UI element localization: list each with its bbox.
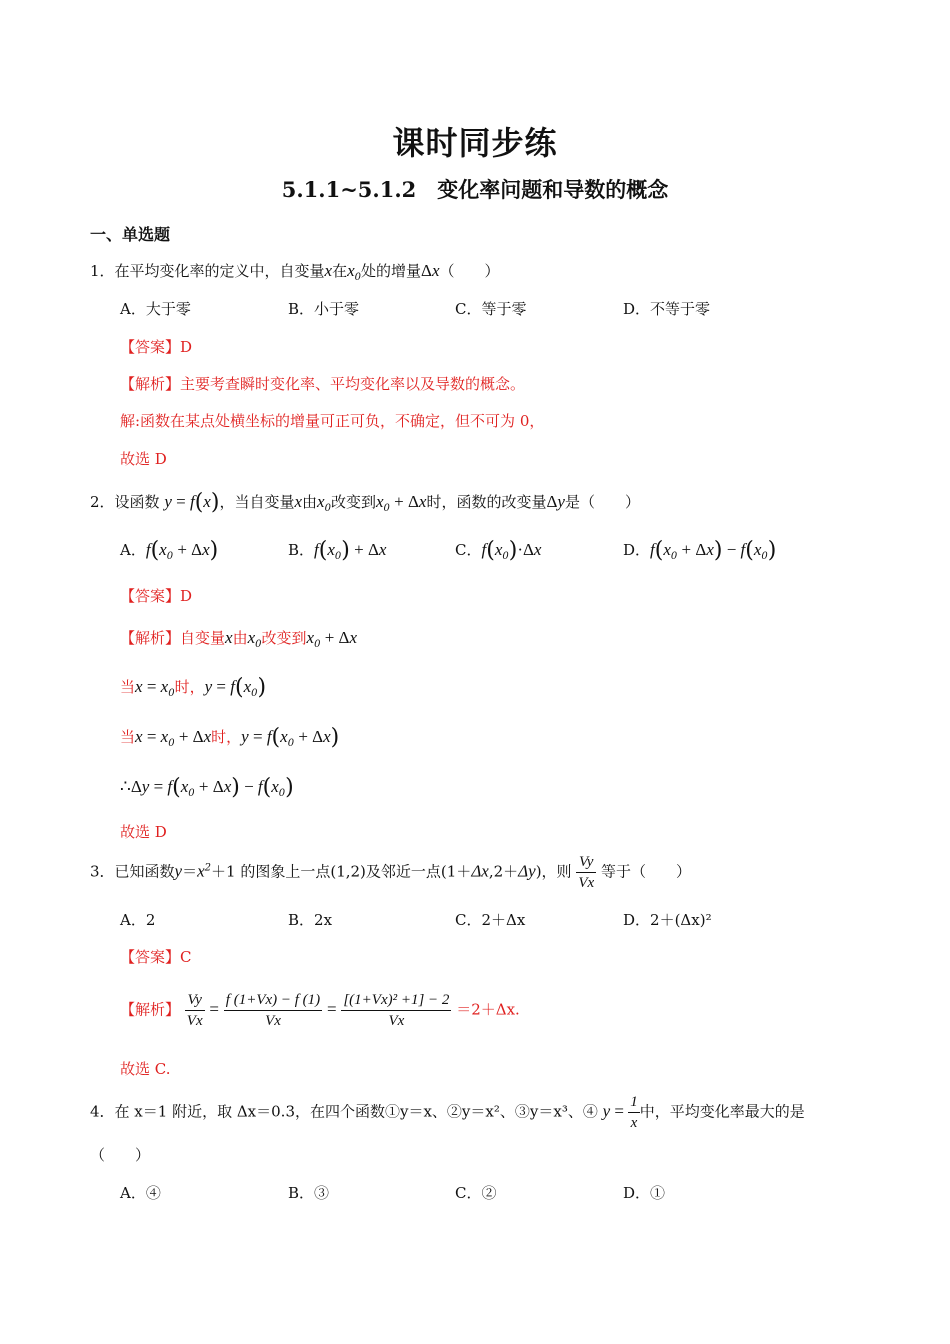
q2-analysis: 【解析】自变量x由$x_0$改变到$x_0 + \Delta x$ — [120, 628, 358, 650]
page-title: 课时同步练 — [392, 124, 558, 162]
question-2-stem: 2．设函数 y = f(x)，当自变量x由$x_0$改变到$x_0 + \Delta x$时，函数的改变量Δy是（ ） — [90, 490, 640, 515]
question-1-stem: 1．在平均变化率的定义中，自变量x在$x_0$处的增量Δx（ ） — [90, 261, 500, 283]
q2-option-a: A．$f(x_0 + \Delta x)$ — [120, 538, 219, 563]
q2-line-2: 当$x = x_0 + \Delta x$时，$y = f(x_0 + \Delta x)$ — [120, 725, 340, 750]
q4-option-d: D．① — [623, 1184, 666, 1202]
q3-conclusion: 故选 C. — [120, 1060, 171, 1078]
q2-option-c: C．$f(x_0)\cdot\Delta x$ — [455, 538, 542, 563]
q4-option-a: A．④ — [120, 1184, 161, 1202]
question-3-stem: 3．已知函数$y=x^2+1$ 的图象上一点(1,2)及邻近一点(1＋Δx,2＋Δy)，则 $\frac{Vy}{Vx}$ 等于（ ） — [90, 854, 691, 891]
question-4-stem-cont: （ ） — [90, 1146, 151, 1164]
q4-option-b: B．③ — [288, 1184, 330, 1202]
q1-analysis: 【解析】主要考查瞬时变化率、平均变化率以及导数的概念。 — [120, 375, 526, 393]
q2-option-b: B．$f(x_0) + \Delta x$ — [288, 538, 387, 563]
q3-option-b: B．2x — [288, 911, 333, 929]
q1-option-d: D．不等于零 — [623, 300, 711, 318]
section-heading: 一、单选题 — [90, 225, 171, 244]
q1-option-a: A．大于零 — [120, 300, 191, 318]
q1-answer: 【答案】D — [120, 338, 193, 356]
q1-solution: 解:函数在某点处横坐标的增量可正可负，不确定，但不可为 0， — [120, 412, 545, 430]
q1-option-b: B．小于零 — [288, 300, 360, 318]
q2-conclusion: 故选 D — [120, 823, 167, 841]
q3-answer: 【答案】C — [120, 948, 192, 966]
q1-option-c: C．等于零 — [455, 300, 527, 318]
page-subtitle: 5.1.1~5.1.2 变化率问题和导数的概念 — [281, 177, 669, 202]
q4-fraction: $\frac{1}{x}$ — [630, 1094, 638, 1131]
q3-option-c: C．2＋Δx — [455, 911, 526, 929]
q4-option-c: C．② — [455, 1184, 497, 1202]
q3-fraction: $\frac{Vy}{Vx}$ — [578, 854, 595, 891]
q1-conclusion: 故选 D — [120, 450, 167, 468]
q2-answer: 【答案】D — [120, 587, 193, 605]
q2-line-1: 当$x = x_0$时，$y = f(x_0)$ — [120, 675, 267, 700]
q2-option-d: D．$f(x_0 + \Delta x) - f(x_0)$ — [623, 538, 777, 563]
q3-option-a: A．2 — [120, 911, 156, 929]
question-4-stem: 4．在 x＝1 附近，取 Δx＝0.3，在四个函数①y＝x、②y＝x²、③y＝x³、④ y = $\frac{1}{x}$ 中，平均变化率最大的是 — [90, 1094, 805, 1131]
q2-line-3: ∴Δy = $f(x_0 + \Delta x) - f(x_0)$ — [120, 775, 294, 800]
q3-analysis: 【解析】 $\frac{Vy}{Vx}$ = $\frac{f (1+Vx) - f (1)}{Vx}$ = $\frac{\text{[(1+Vx)² +1] − 2}}{Vx}$ ＝2＋Δx. — [120, 992, 520, 1029]
q3-option-d: D．2＋(Δx)² — [623, 911, 712, 929]
